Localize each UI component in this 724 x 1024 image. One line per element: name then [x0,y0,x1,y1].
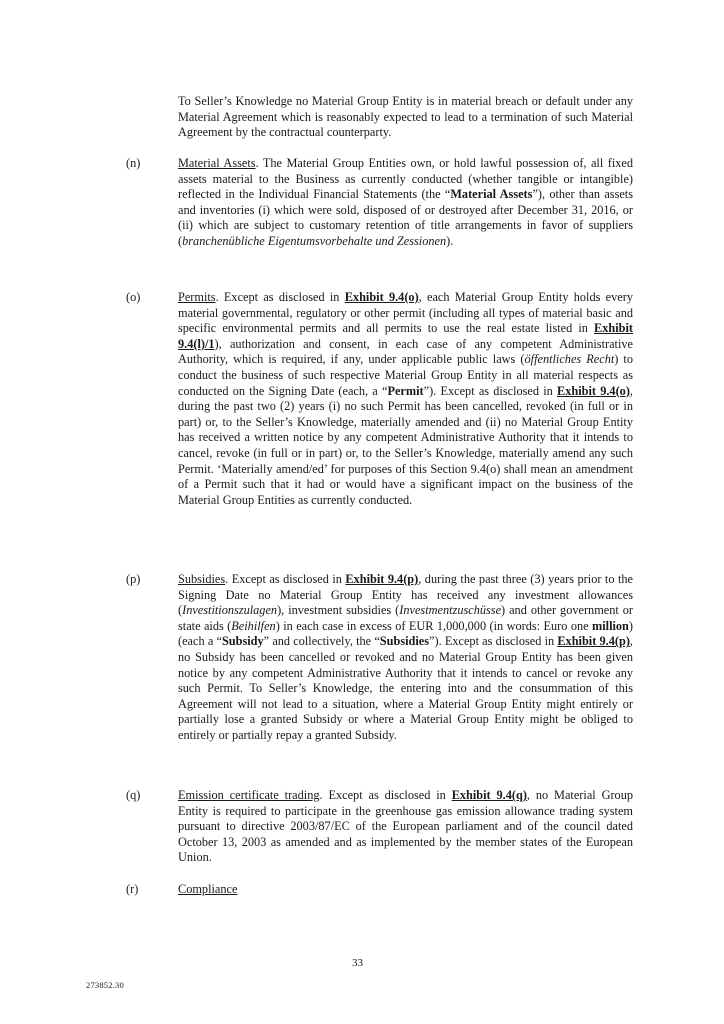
defined-term: Subsidy [221,634,264,649]
section-n-heading: Material Assets [178,156,256,170]
exhibit-link[interactable]: Exhibit 9.4(q) [451,788,527,802]
defined-term: Material Assets [450,187,533,202]
exhibit-link[interactable]: Exhibit 9.4(p) [345,572,419,586]
section-r-heading: Compliance [178,882,238,896]
document-id: 273852.30 [86,980,124,990]
german-term: Investitionszulagen [182,603,278,618]
german-term: Beihilfen [231,618,276,633]
section-o-heading: Permits [178,290,216,304]
german-term: branchenübliche Eigentumsvorbehalte und Zessionen [182,233,447,248]
section-r-label: (r) [126,882,139,896]
section-q-label: (q) [126,788,141,802]
section-p-label: (p) [126,572,141,586]
section-n-label: (n) [126,156,141,170]
section-p-paragraph: Subsidies. Except as disclosed in Exhibit 9.4(p), during the past three (3) years prior to the Signing Date no Material Group Entity has received any investment allowances (Investitionszulagen), investment subsidies (Investmentzuschüsse) and other government or state aids (Beihilfen) in each case in excess of EUR 1,000,000 (in words: Euro one million) (each a “Subsidy” and collectively, the “Subsidies”). Except as disclosed in Exhibit 9.4(p), no Subsidy has been cancelled or revoked and no Material Group Entity has been given notice by any competent Administrative Authority that it intends to cancel or revoke any such Permit. To Seller’s Knowledge, the entering into and the consummation of this Agreement will not lead to a situation, where a Material Group Entity might entirely or partially lose a granted Subsidy or where a Material Group Entity might be obliged to entirely or partially repay a granted Subsidy. [178,572,634,742]
german-term: öffentliches Recht [524,352,615,367]
page-number: 33 [352,957,363,969]
exhibit-link[interactable]: Exhibit 9.4(o) [557,383,630,398]
bold-word: million [592,618,629,633]
section-q-paragraph: Emission certificate trading. Except as disclosed in Exhibit 9.4(q), no Material Group Entity is required to participate in the greenhouse gas emission allowance trading system pursuant to directive 2003/87/EC of the European parliament and of the council dated October 13, 2003 as amended and as implemented by the member states of the European Union. [178,788,633,865]
exhibit-link[interactable]: Exhibit 9.4(o) [344,290,419,304]
section-p-heading: Subsidies [178,572,226,586]
intro-paragraph: To Seller’s Knowledge no Material Group Entity is in material breach or default under any Material Agreement which is reasonably expected to lead to a termination of such Material Agreement by the contractual counterparty. [178,94,633,140]
section-o-label: (o) [126,290,141,304]
section-n-paragraph: Material Assets. The Material Group Entities own, or hold lawful possession of, all fixed assets material to the Business as currently conducted (whether tangible or intangible) reflected in the Individual Financial Statements (the “Material Assets”), other than assets and inventories (i) which were sold, disposed of or destroyed after December 31, 2016, or (ii) which are subject to customary retention of title arrangements in favor of suppliers (branchenübliche Eigentumsvorbehalte und Zessionen). [178,156,634,248]
defined-term: Permit [387,383,424,398]
section-q-heading: Emission certificate trading [178,788,320,802]
section-r-paragraph [178,882,633,898]
german-term: Investmentzuschüsse [399,603,502,618]
defined-term: Subsidies [379,634,430,649]
section-o-paragraph: Permits. Except as disclosed in Exhibit 9.4(o), each Material Group Entity holds every material governmental, regulatory or other permit (including all types of material basic and specific environmental permits and all permits to use the real estate listed in Exhibit 9.4(l)/1), authorization and consent, in each case of any competent Administrative Authority, which is required, if any, under applicable public laws (öffentliches Recht) to conduct the business of such respective Material Group Entity in all material respects as conducted on the Signing Date (each, a “Permit”). Except as disclosed in Exhibit 9.4(o), during the past two (2) years (i) no such Permit has been cancelled, revoked (in full or in part) or, to the Seller’s Knowledge, materially amended and (ii) no Material Group Entity has received a written notice by any competent Administrative Authority that it intends to cancel, revoke (in full or in part) or, to the Seller’s Knowledge, materially amend any such Permit. ‘Materially amend/ed’ for purposes of this Section 9.4(o) shall mean an amendment of a Permit such that it had or would have a significant impact on the business of the Material Group Entities as currently conducted. [178,290,633,507]
exhibit-link[interactable]: Exhibit 9.4(p) [557,634,630,649]
exhibit-link[interactable]: Exhibit 9.4(l)/1 [178,321,633,351]
